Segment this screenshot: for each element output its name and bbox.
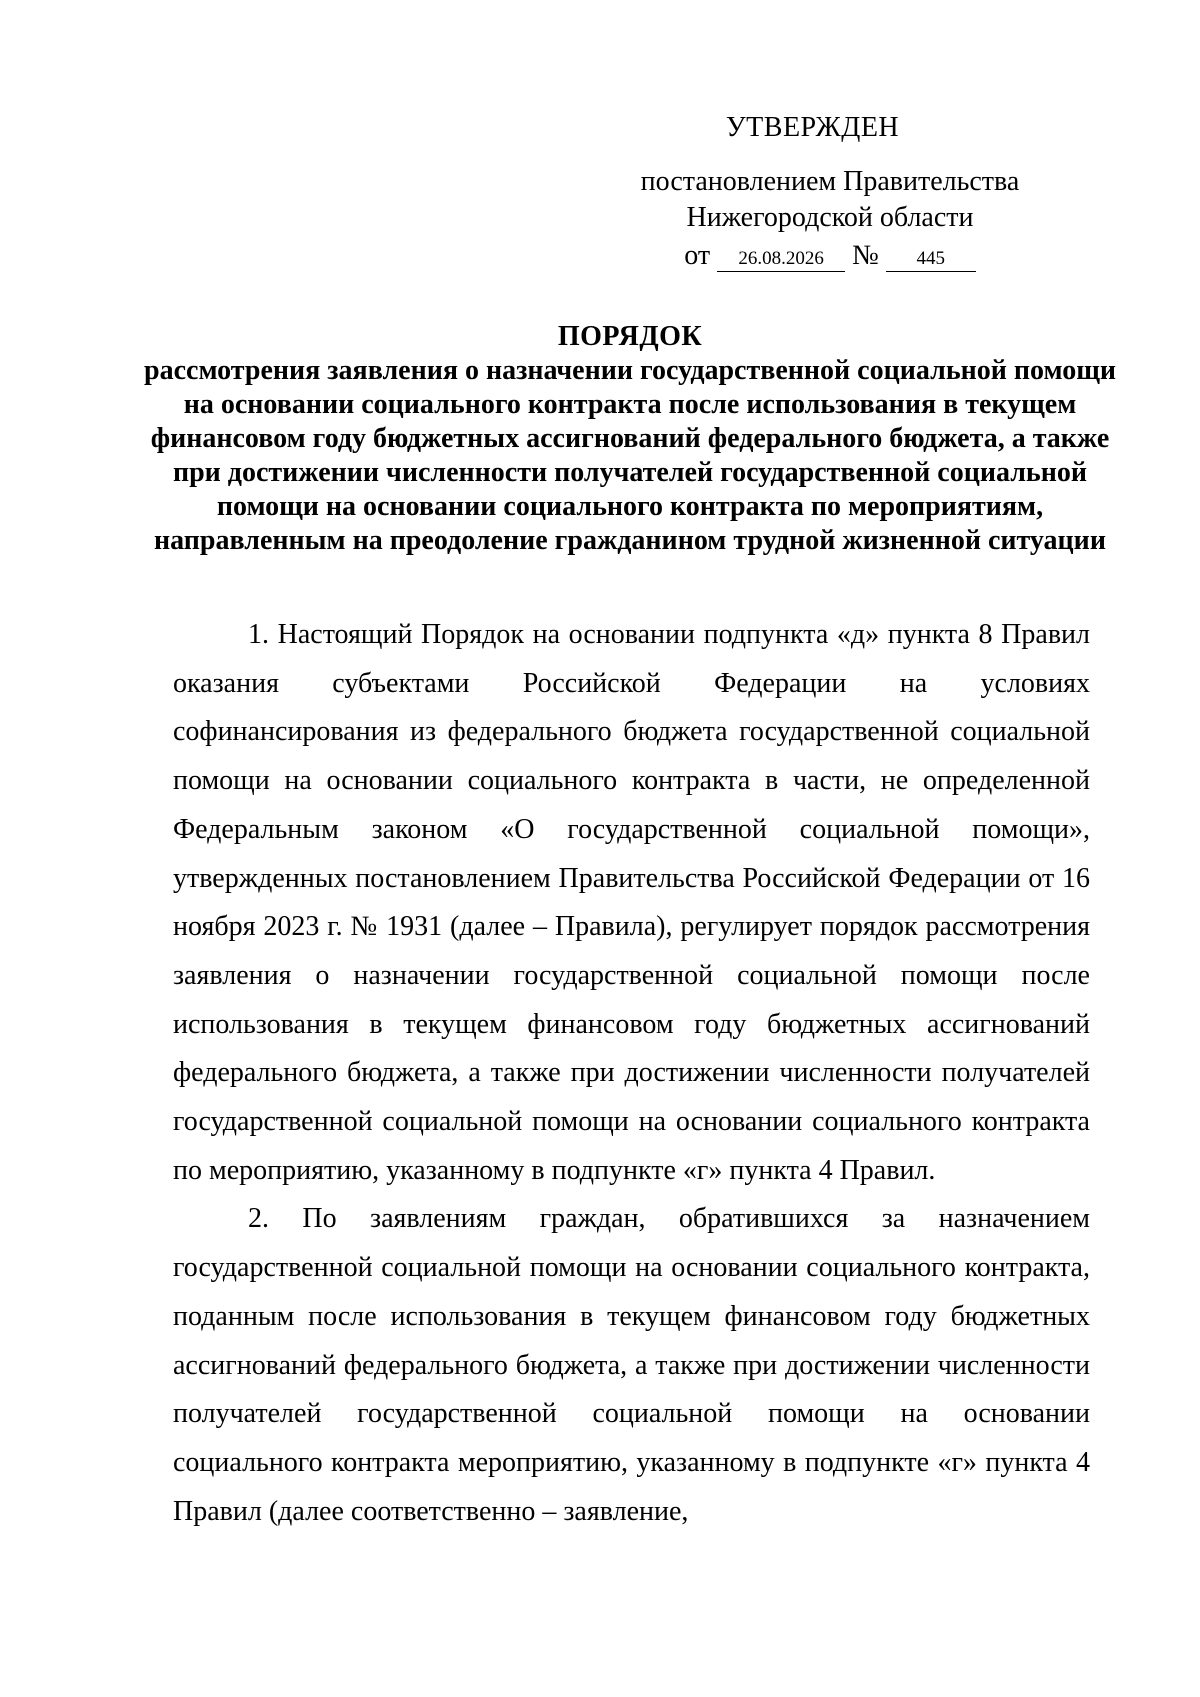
paragraph-1: 1. Настоящий Порядок на основании подпункта «д» пункта 8 Правил оказания субъектами Российской Федерации на условиях софинансирования из федерального бюджета государственной социальной помощи на основании социального контракта в части, не определенной Федеральным законом «О государственной социальной помощи», утвержденных постановлением Правительства Российской Федерации от 16 ноября 2023 г. № 1931 (далее – Правила), регулирует порядок рассмотрения заявления о назначении государственной социальной помощи после использования в текущем финансовом году бюджетных ассигнований федерального бюджета, а также при достижении численности получателей государственной социальной помощи на основании социального контракта по мероприятию, указанному в подпункте «г» пункта 4 Правил. <box>173 619 1090 1186</box>
paragraph-2: 2. По заявлениям граждан, обратившихся за назначением государственной социальной помощи на основании социального контракта, поданным после использования в текущем финансовом году бюджетных ассигнований федерального бюджета, а также при достижении численности получателей государственной социальной помощи на основании социального контракта мероприятию, указанному в подпункте «г» пункта 4 Правил (далее соответственно – заявление, <box>173 1203 1090 1527</box>
document-title-block <box>130 320 1130 558</box>
approval-region: Нижегородской области <box>686 202 974 233</box>
date-prefix: от <box>684 240 711 271</box>
approval-block <box>600 110 1060 274</box>
document-subtitle: рассмотрения заявления о назначении государственной социальной помощи на основании социального контракта после использования в текущем финансовом году бюджетных ассигнований федерального бюджета, а также при достижении численности получателей государственной социальной помощи на основании социального контракта по мероприятиям, направленным на преодоление гражданином трудной жизненной ситуации <box>144 355 1116 556</box>
document-body <box>173 611 1090 1536</box>
approval-date-number-line <box>600 238 1060 274</box>
approval-authority: постановлением Правительства <box>640 166 1020 197</box>
approval-number: 445 <box>886 247 976 272</box>
approval-date: 26.08.2026 <box>717 247 845 272</box>
number-sign: № <box>852 240 879 271</box>
document-heading: ПОРЯДОК <box>557 321 703 352</box>
approval-title: УТВЕРЖДЕН <box>725 112 900 143</box>
